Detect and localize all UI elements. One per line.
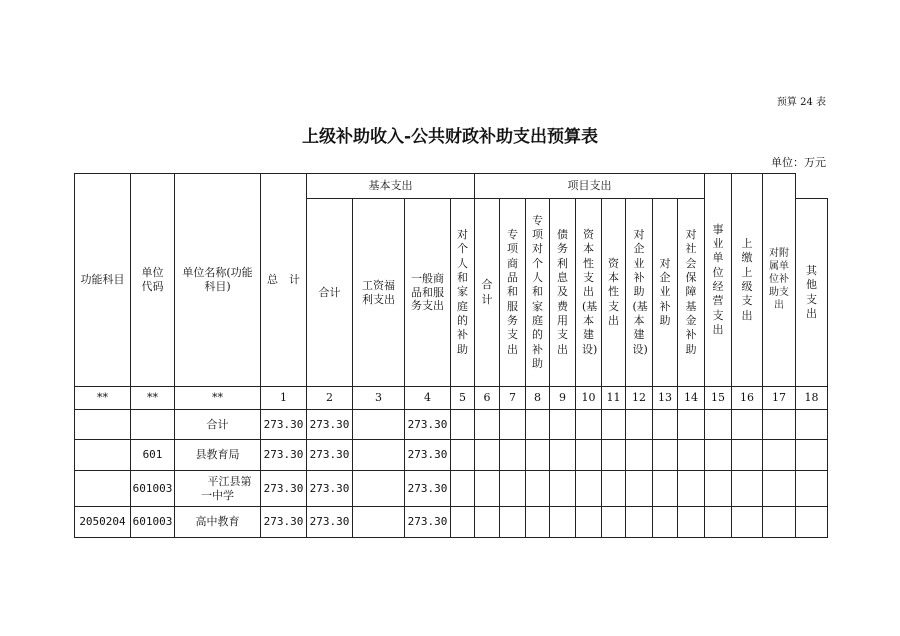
goods-cell: 273.30 bbox=[405, 410, 451, 440]
table-row bbox=[75, 471, 828, 507]
goods-cell: 273.30 bbox=[405, 440, 451, 471]
index-cell: 17 bbox=[763, 387, 796, 410]
empty-cell bbox=[732, 440, 763, 471]
index-cell: 9 bbox=[550, 387, 576, 410]
empty-cell bbox=[626, 471, 653, 507]
empty-cell bbox=[526, 471, 550, 507]
col-func-subject: 功能科目 bbox=[75, 174, 131, 387]
empty-cell bbox=[678, 471, 705, 507]
col-unit-code: 单位代码 bbox=[131, 174, 175, 387]
empty-cell bbox=[526, 507, 550, 538]
empty-cell bbox=[678, 410, 705, 440]
col-special-personal: 专项对个人和家庭的补助 bbox=[526, 199, 550, 387]
empty-cell bbox=[550, 471, 576, 507]
col-remit: 上缴上级支出 bbox=[732, 174, 763, 387]
empty-cell bbox=[451, 440, 475, 471]
index-cell: 18 bbox=[796, 387, 828, 410]
total-cell: 273.30 bbox=[261, 471, 307, 507]
form-number: 预算 24 表 bbox=[776, 97, 826, 108]
empty-cell bbox=[732, 410, 763, 440]
col-business: 事业单位经营支出 bbox=[705, 174, 732, 387]
index-cell: 6 bbox=[475, 387, 500, 410]
index-cell: 8 bbox=[526, 387, 550, 410]
empty-cell bbox=[500, 440, 526, 471]
col-affiliated: 对附属单位补助支出 bbox=[763, 174, 796, 387]
code-cell: 601003 bbox=[131, 471, 175, 507]
col-proj-total: 合计 bbox=[475, 199, 500, 387]
func-cell: 2050204 bbox=[75, 507, 131, 538]
empty-cell bbox=[451, 507, 475, 538]
empty-cell bbox=[602, 507, 626, 538]
empty-cell bbox=[705, 471, 732, 507]
page-title: 上级补助收入-公共财政补助支出预算表 bbox=[301, 127, 599, 147]
empty-cell bbox=[732, 507, 763, 538]
empty-cell bbox=[550, 410, 576, 440]
code-cell bbox=[131, 410, 175, 440]
basic-total-cell: 273.30 bbox=[307, 507, 353, 538]
empty-cell bbox=[796, 507, 828, 538]
empty-cell bbox=[626, 440, 653, 471]
empty-cell bbox=[796, 471, 828, 507]
goods-cell: 273.30 bbox=[405, 471, 451, 507]
empty-cell bbox=[763, 507, 796, 538]
empty-cell bbox=[475, 471, 500, 507]
total-cell: 273.30 bbox=[261, 410, 307, 440]
empty-cell bbox=[763, 471, 796, 507]
col-capital-build: 资本性支出(基本建设) bbox=[576, 199, 602, 387]
col-social: 对社会保障基金补助 bbox=[678, 199, 705, 387]
salary-cell bbox=[353, 440, 405, 471]
name-cell: 高中教育 bbox=[175, 507, 261, 538]
func-cell bbox=[75, 440, 131, 471]
group-basic: 基本支出 bbox=[307, 174, 475, 199]
group-project: 项目支出 bbox=[475, 174, 705, 199]
unit-label: 单位：万元 bbox=[771, 156, 826, 169]
budget-table bbox=[74, 173, 828, 538]
index-cell: ** bbox=[131, 387, 175, 410]
index-cell: 2 bbox=[307, 387, 353, 410]
name-cell: 县教育局 bbox=[175, 440, 261, 471]
empty-cell bbox=[678, 440, 705, 471]
empty-cell bbox=[705, 440, 732, 471]
index-cell: 4 bbox=[405, 387, 451, 410]
empty-cell bbox=[475, 507, 500, 538]
func-cell bbox=[75, 471, 131, 507]
index-cell: 14 bbox=[678, 387, 705, 410]
empty-cell bbox=[626, 410, 653, 440]
index-cell: ** bbox=[75, 387, 131, 410]
salary-cell bbox=[353, 471, 405, 507]
table-row bbox=[75, 440, 828, 471]
empty-cell bbox=[500, 471, 526, 507]
index-cell: 5 bbox=[451, 387, 475, 410]
empty-cell bbox=[705, 507, 732, 538]
name-cell: 合计 bbox=[175, 410, 261, 440]
empty-cell bbox=[626, 507, 653, 538]
col-unit-name: 单位名称(功能科目) bbox=[175, 174, 261, 387]
empty-cell bbox=[796, 440, 828, 471]
empty-cell bbox=[678, 507, 705, 538]
col-special-goods: 专项商品和服务支出 bbox=[500, 199, 526, 387]
index-cell: 1 bbox=[261, 387, 307, 410]
empty-cell bbox=[526, 410, 550, 440]
empty-cell bbox=[500, 410, 526, 440]
empty-cell bbox=[653, 471, 678, 507]
index-row bbox=[75, 387, 828, 410]
empty-cell bbox=[451, 410, 475, 440]
index-cell: ** bbox=[175, 387, 261, 410]
basic-total-cell: 273.30 bbox=[307, 440, 353, 471]
col-debt: 债务利息及费用支出 bbox=[550, 199, 576, 387]
empty-cell bbox=[576, 410, 602, 440]
empty-cell bbox=[602, 410, 626, 440]
table-row bbox=[75, 410, 828, 440]
index-cell: 7 bbox=[500, 387, 526, 410]
index-cell: 15 bbox=[705, 387, 732, 410]
empty-cell bbox=[602, 440, 626, 471]
index-cell: 3 bbox=[353, 387, 405, 410]
col-personal: 对个人和家庭的补助 bbox=[451, 199, 475, 387]
index-cell: 16 bbox=[732, 387, 763, 410]
goods-cell: 273.30 bbox=[405, 507, 451, 538]
basic-total-cell: 273.30 bbox=[307, 410, 353, 440]
col-enterprise-build: 对企业补助(基本建设) bbox=[626, 199, 653, 387]
empty-cell bbox=[763, 440, 796, 471]
index-cell: 13 bbox=[653, 387, 678, 410]
empty-cell bbox=[576, 440, 602, 471]
empty-cell bbox=[732, 471, 763, 507]
col-capital: 资本性支出 bbox=[602, 199, 626, 387]
basic-total-cell: 273.30 bbox=[307, 471, 353, 507]
empty-cell bbox=[602, 471, 626, 507]
code-cell: 601003 bbox=[131, 507, 175, 538]
salary-cell bbox=[353, 507, 405, 538]
empty-cell bbox=[653, 507, 678, 538]
index-cell: 11 bbox=[602, 387, 626, 410]
empty-cell bbox=[705, 410, 732, 440]
code-cell: 601 bbox=[131, 440, 175, 471]
salary-cell bbox=[353, 410, 405, 440]
empty-cell bbox=[653, 440, 678, 471]
index-cell: 12 bbox=[626, 387, 653, 410]
empty-cell bbox=[653, 410, 678, 440]
empty-cell bbox=[550, 507, 576, 538]
total-cell: 273.30 bbox=[261, 440, 307, 471]
empty-cell bbox=[500, 507, 526, 538]
empty-cell bbox=[550, 440, 576, 471]
col-basic-total: 合计 bbox=[307, 199, 353, 387]
col-other: 其他支出 bbox=[796, 199, 828, 387]
total-cell: 273.30 bbox=[261, 507, 307, 538]
name-cell: 平江县第一中学 bbox=[175, 471, 261, 507]
empty-cell bbox=[576, 507, 602, 538]
empty-cell bbox=[475, 410, 500, 440]
empty-cell bbox=[576, 471, 602, 507]
empty-cell bbox=[475, 440, 500, 471]
table-row bbox=[75, 507, 828, 538]
empty-cell bbox=[526, 440, 550, 471]
index-cell: 10 bbox=[576, 387, 602, 410]
empty-cell bbox=[796, 410, 828, 440]
empty-cell bbox=[763, 410, 796, 440]
empty-cell bbox=[451, 471, 475, 507]
col-goods: 一般商品和服务支出 bbox=[405, 199, 451, 387]
col-total: 总 计 bbox=[261, 174, 307, 387]
col-enterprise: 对企业补助 bbox=[653, 199, 678, 387]
func-cell bbox=[75, 410, 131, 440]
col-salary: 工资福利支出 bbox=[353, 199, 405, 387]
